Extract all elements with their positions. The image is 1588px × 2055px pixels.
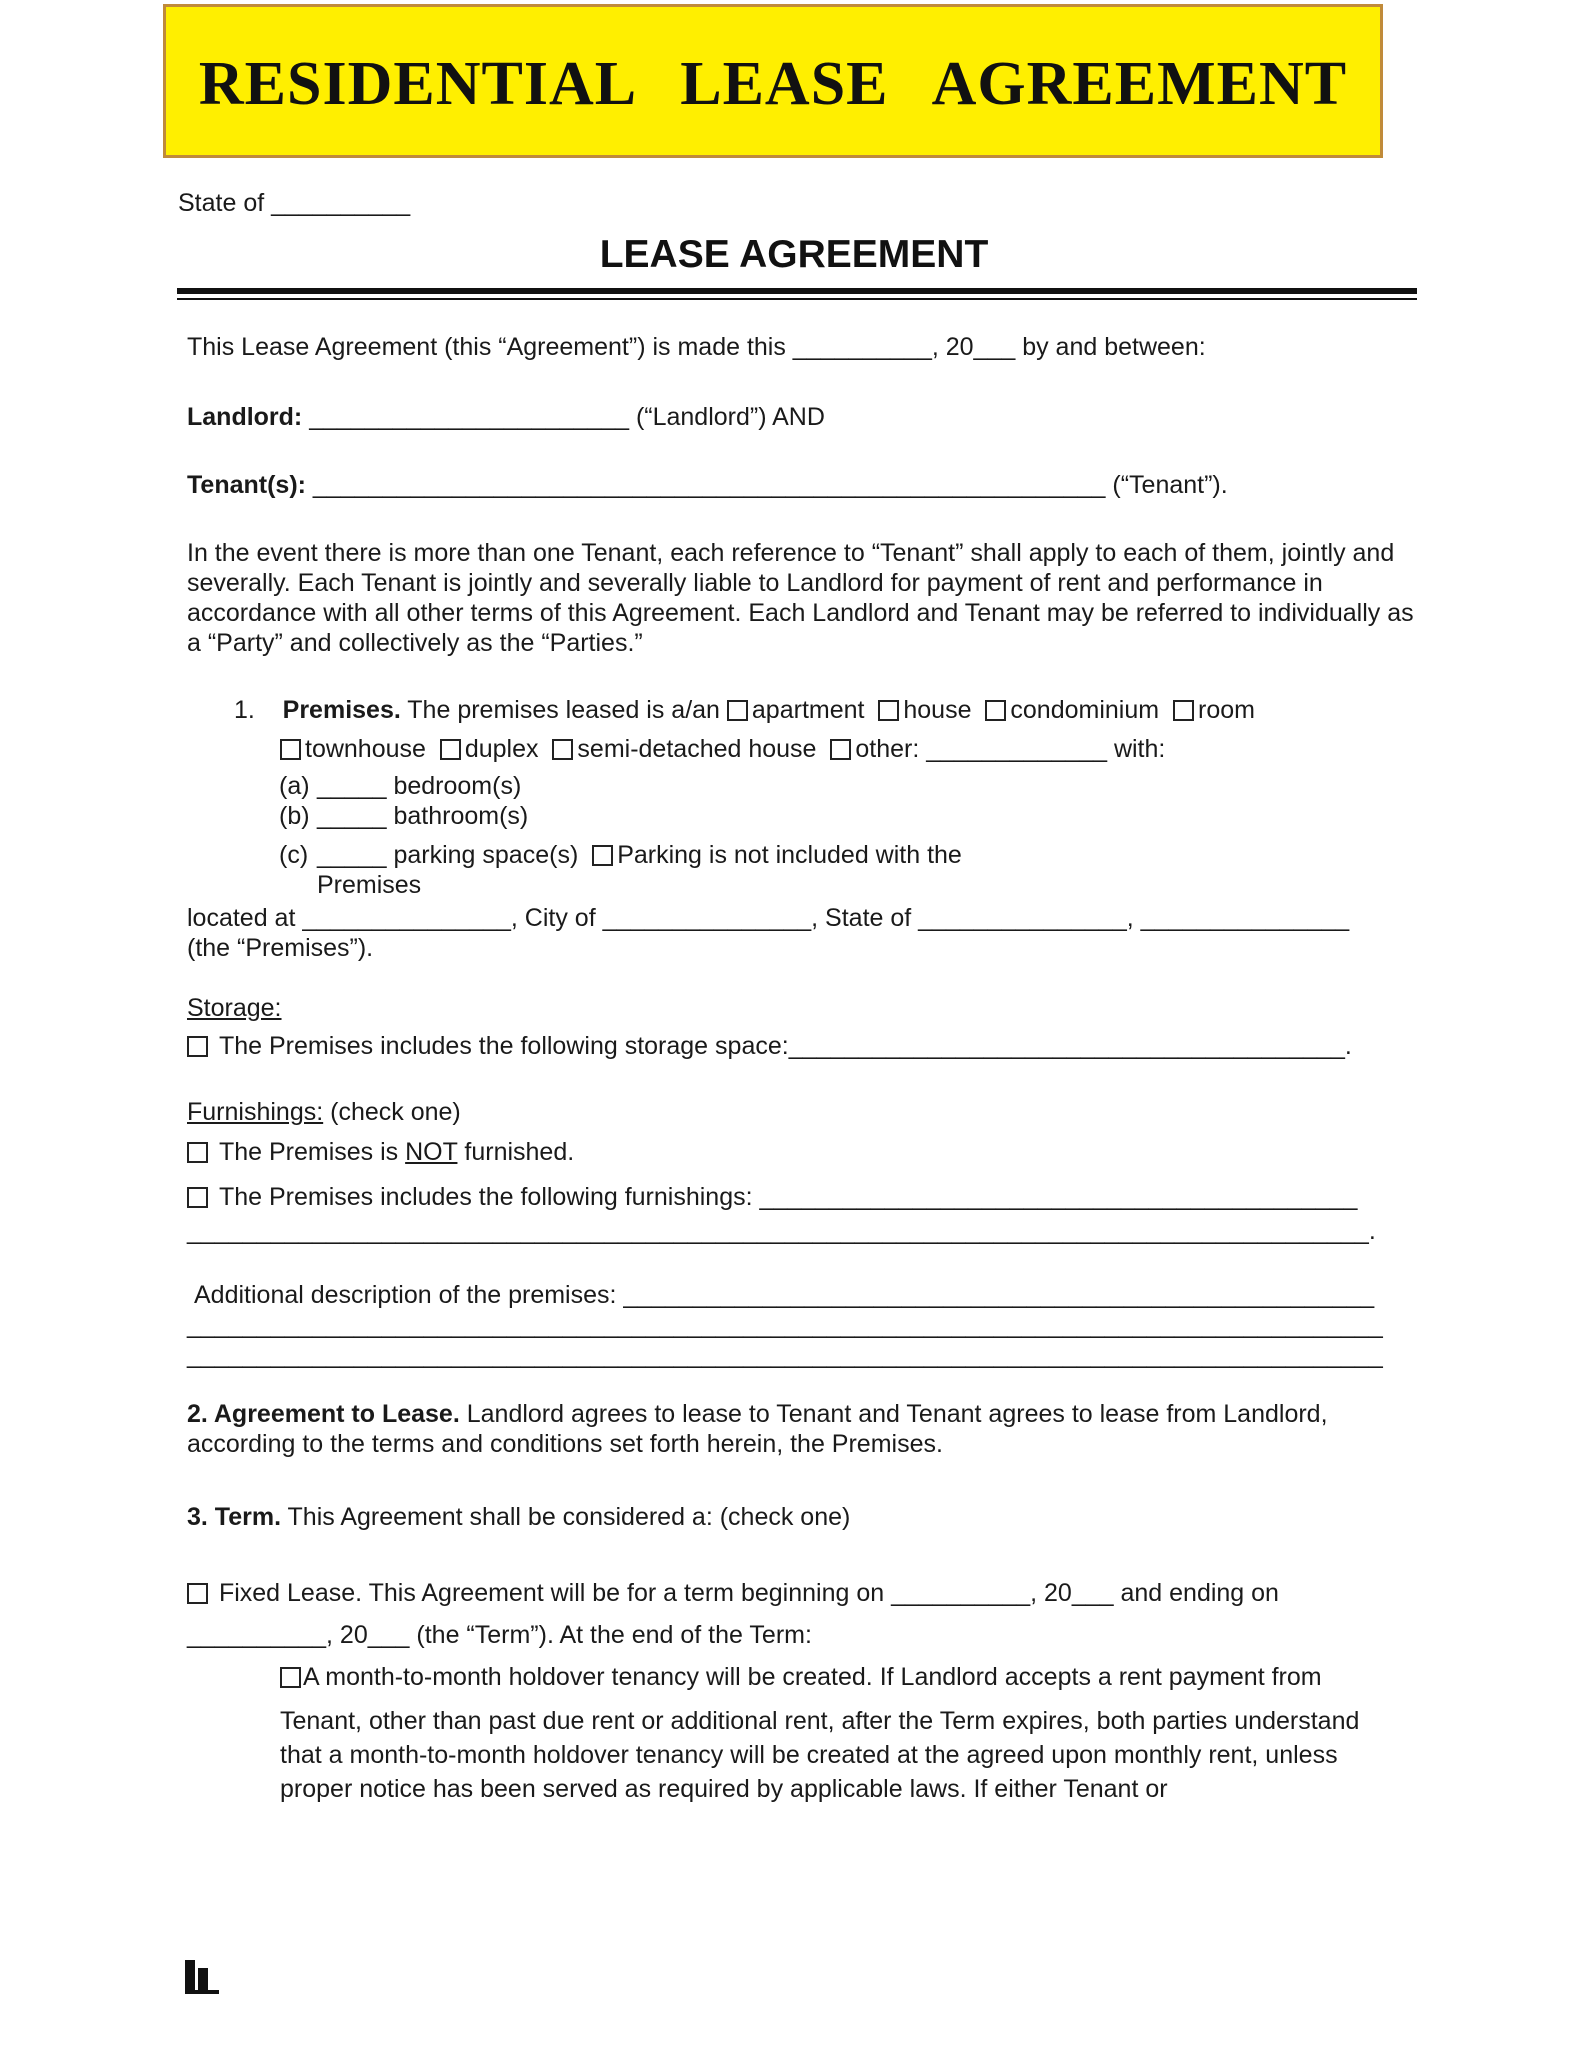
section2-heading: 2. Agreement to Lease. bbox=[187, 1400, 460, 1428]
bathrooms-field[interactable]: _____ bathroom(s) bbox=[317, 802, 529, 830]
parking-field[interactable]: _____ parking space(s) bbox=[317, 841, 579, 869]
document-title: RESIDENTIAL LEASE AGREEMENT bbox=[198, 50, 1348, 118]
title-rule-thick bbox=[177, 288, 1417, 294]
fixed-lease-row bbox=[187, 1578, 1279, 1608]
furnishings-heading-row bbox=[187, 1097, 461, 1127]
checkbox-duplex[interactable] bbox=[440, 739, 461, 760]
checkbox-storage[interactable] bbox=[187, 1036, 208, 1057]
additional-line2[interactable]: ______________________________________________________________________________________ bbox=[187, 1311, 1383, 1339]
option-townhouse-label: townhouse bbox=[305, 735, 426, 763]
section3-text: This Agreement shall be considered a: (check one) bbox=[281, 1503, 851, 1531]
bedrooms-label: (a) bbox=[279, 772, 310, 800]
parking-label: (c) bbox=[279, 841, 309, 869]
storage-heading: Storage: bbox=[187, 994, 282, 1022]
bathrooms-label: (b) bbox=[279, 802, 310, 830]
title-banner bbox=[163, 4, 1383, 158]
holdover-row bbox=[280, 1662, 1322, 1692]
option-duplex-label: duplex bbox=[464, 735, 539, 763]
furnishings-heading: Furnishings: bbox=[187, 1098, 324, 1126]
checkbox-furnishings-included[interactable] bbox=[187, 1187, 208, 1208]
section2-text: Landlord agrees to lease to Tenant and Tenant agrees to lease from Landlord, according to the terms and conditions set forth herein, the Premises. bbox=[187, 1400, 1328, 1458]
section-agreement-to-lease bbox=[187, 1399, 1417, 1459]
checkbox-house[interactable] bbox=[878, 700, 899, 721]
option-semi-detached-label: semi-detached house bbox=[577, 735, 817, 763]
checkbox-not-furnished[interactable] bbox=[187, 1142, 208, 1163]
not-furnished-word: NOT bbox=[405, 1138, 458, 1166]
checkbox-other[interactable] bbox=[830, 739, 851, 760]
storage-field[interactable]: The Premises includes the following storage space:________________________________________. bbox=[218, 1032, 1352, 1060]
checkbox-holdover[interactable] bbox=[280, 1667, 301, 1688]
holdover-paragraph: Tenant, other than past due rent or additional rent, after the Term expires, both parties understand that a month-to-month holdover tenancy will be created at the agreed upon monthly rent, unless proper notice has been served as required by applicable laws. If either Tenant or bbox=[280, 1707, 1360, 1803]
additional-line3[interactable]: ______________________________________________________________________________________ bbox=[187, 1341, 1383, 1369]
furnishings-heading-suffix: (check one) bbox=[323, 1098, 461, 1126]
checkbox-semi-detached-house[interactable] bbox=[552, 739, 573, 760]
checkbox-room[interactable] bbox=[1173, 700, 1194, 721]
not-furnished-pre: The Premises is bbox=[218, 1138, 406, 1166]
holdover-line1: A month-to-month holdover tenancy will be created. If Landlord accepts a rent payment from bbox=[303, 1663, 1322, 1691]
option-condominium-label: condominium bbox=[1010, 696, 1160, 724]
fixed-lease-line2[interactable]: __________, 20___ (the “Term”). At the end of the Term: bbox=[187, 1621, 812, 1649]
parking-not-included-label: Parking is not included with the bbox=[617, 841, 962, 869]
parking-row bbox=[317, 840, 962, 870]
option-apartment-label: apartment bbox=[751, 696, 865, 724]
checkbox-fixed-lease[interactable] bbox=[187, 1583, 208, 1604]
storage-row bbox=[187, 1031, 1352, 1061]
furnishings-field[interactable]: The Premises includes the following furnishings: ___________________________________________ bbox=[218, 1183, 1358, 1211]
furnishings-line2[interactable]: _____________________________________________________________________________________. bbox=[187, 1217, 1376, 1245]
fixed-lease-line1[interactable]: Fixed Lease. This Agreement will be for a term beginning on __________, 20___ and ending on bbox=[218, 1579, 1279, 1607]
premises-row2 bbox=[280, 734, 1165, 764]
furnishings-not-row bbox=[187, 1137, 574, 1167]
option-other-field[interactable]: other: _____________ with: bbox=[855, 735, 1166, 763]
not-furnished-post: furnished. bbox=[457, 1138, 575, 1166]
option-house-label: house bbox=[903, 696, 972, 724]
furnishings-includes-row bbox=[187, 1182, 1357, 1212]
checkbox-condominium[interactable] bbox=[985, 700, 1006, 721]
section3-heading: 3. Term. bbox=[187, 1503, 282, 1531]
intro-line: This Lease Agreement (this “Agreement”) is made this __________, 20___ by and between: bbox=[187, 333, 1206, 361]
tenant-line bbox=[187, 470, 1228, 500]
state-line: State of __________ bbox=[178, 189, 411, 217]
checkbox-parking-not-included[interactable] bbox=[592, 845, 613, 866]
checkbox-apartment[interactable] bbox=[727, 700, 748, 721]
landlord-field[interactable]: _______________________ (“Landlord”) AND bbox=[302, 403, 825, 431]
premises-row1 bbox=[234, 695, 1255, 725]
title-rule-thin bbox=[177, 298, 1417, 300]
option-room-label: room bbox=[1198, 696, 1255, 724]
premises-lead: The premises leased is a/an bbox=[400, 696, 727, 724]
checkbox-townhouse[interactable] bbox=[280, 739, 301, 760]
parking-cont: Premises bbox=[317, 871, 422, 899]
tenant-label: Tenant(s): bbox=[187, 471, 306, 499]
premises-number: 1. bbox=[234, 696, 255, 724]
tenant-field[interactable]: _________________________________________________________ (“Tenant”). bbox=[305, 471, 1228, 499]
premises-heading: Premises. bbox=[282, 696, 401, 724]
section-term bbox=[187, 1502, 850, 1532]
located-line[interactable]: located at _______________, City of _______________, State of _______________, _______________ bbox=[187, 904, 1350, 932]
additional-description[interactable]: Additional description of the premises: ______________________________________________________ bbox=[194, 1281, 1375, 1309]
jointly-paragraph: In the event there is more than one Tenant, each reference to “Tenant” shall apply to each of them, jointly and severally. Each Tenant is jointly and severally liable to Landlord for payment of rent and performance in accordance with all other terms of this Agreement. Each Landlord and Tenant may be referred to individually as a “Party” and collectively as the “Parties.” bbox=[187, 539, 1414, 657]
document-logo-icon bbox=[185, 1960, 219, 1994]
landlord-label: Landlord: bbox=[187, 403, 303, 431]
the-premises-text: (the “Premises”). bbox=[187, 934, 374, 962]
lease-title: LEASE AGREEMENT bbox=[599, 233, 989, 276]
bedrooms-field[interactable]: _____ bedroom(s) bbox=[317, 772, 522, 800]
landlord-line bbox=[187, 402, 825, 432]
